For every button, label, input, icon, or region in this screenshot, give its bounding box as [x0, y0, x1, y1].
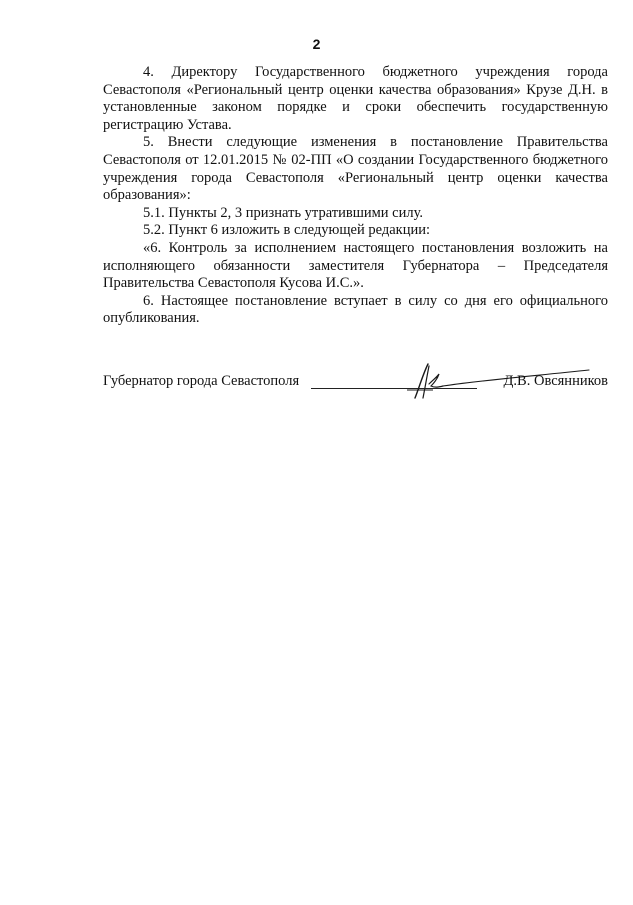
paragraph-6: 6. Настоящее постановление вступает в силу со дня его официального опубликования. — [103, 292, 608, 327]
signatory-name: Д.В. Овсянников — [503, 373, 608, 389]
paragraph-4: 4. Директору Государственного бюджетного учреждения города Севастополя «Региональный центр оценки качества образования» Крузе Д.Н. в установленные законом порядке и сроки обеспечить государственную регистрацию Устава. — [103, 64, 608, 133]
paragraph-5: 5. Внести следующие изменения в постановление Правительства Севастополя от 12.01.2015 № 02-ПП «О создании Государственного бюджетного учреждения города Севастополя «Региональный центр оценки качества образования»: — [103, 134, 608, 204]
paragraph-5-1: 5.1. Пункты 2, 3 признать утратившими силу. — [143, 204, 424, 221]
paragraph-5-2: 5.2. Пункт 6 изложить в следующей редакции: — [143, 222, 431, 239]
paragraph-quote-6: «6. Контроль за исполнением настоящего постановления возложить на исполняющего обязанности заместителя Губернатора – Председателя Правительства Севастополя Кусова И.С.». — [103, 239, 608, 292]
page-number: 2 — [312, 36, 321, 52]
signature-block — [103, 362, 608, 402]
signatory-title: Губернатор города Севастополя — [103, 373, 300, 389]
document-body — [103, 64, 608, 328]
